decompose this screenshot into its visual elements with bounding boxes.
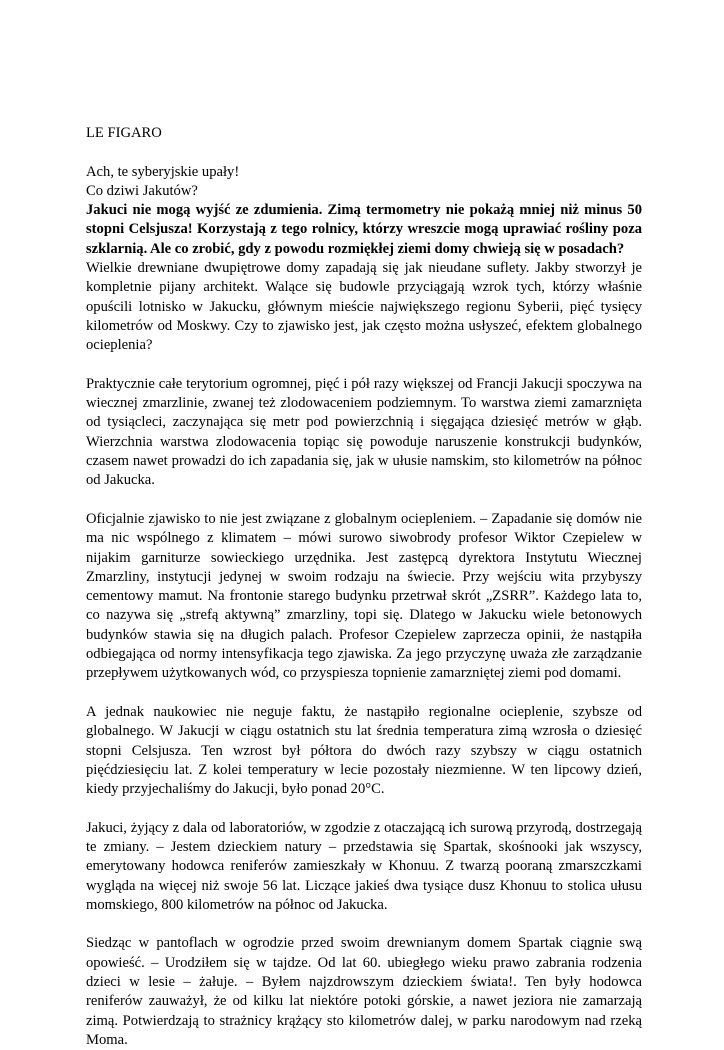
spacer (86, 915, 642, 934)
spacer (86, 799, 642, 818)
article-lead: Jakuci nie mogą wyjść ze zdumienia. Zimą termometry nie pokażą mniej niż minus 50 stopni Celsjusza! Korzystają z tego rolnicy, którzy wreszcie mogą uprawiać rośliny poza szklarnią. Ale co zrobić, gdy z powodu rozmiękłej ziemi domy chwieją się w posadach? (86, 202, 642, 257)
article-subtitle: Co dziwi Jakutów? (86, 182, 198, 199)
article-paragraph: Praktycznie całe terytorium ogromnej, pięć i pół razy większej od Francji Jakucji spoczywa na wiecznej zmarzlinie, zwanej też zlodowaceniem podziemnym. To warstwa ziemi zamarznięta od tysiącleci, zaczynająca się metr pod powierzchnią i sięgająca dziesięć metrów w głąb. Wierzchnia warstwa zlodowacenia topiąc się powoduje naruszenie konstrukcji budynków, czasem nawet prowadzi do ich zapadania się, jak w ułusie namskim, sto kilometrów na północ od Jakucka. (86, 375, 642, 489)
article-paragraph: Siedząc w pantoflach w ogrodzie przed swoim drewnianym domem Spartak ciągnie swą opowieść. – Urodziłem się w tajdze. Od lat 60. ubiegłego wieku prawo zabrania rodzenia dzieci w lesie – żałuje. – Byłem najzdrowszym dzieckiem świata!. Ten były hodowca reniferów zauważył, że od kilku lat niektóre potoki górskie, a nawet jeziora nie zamarzają zimą. Potwierdzają to strażnicy krążący sto kilometrów dalej, w parku narodowym nad rzeką Moma. (86, 935, 642, 1048)
article-paragraph: Wielkie drewniane dwupiętrowe domy zapadają się jak nieudane suflety. Jakby stworzył je kompletnie pijany architekt. Walące się budowle przyciągają wzrok tych, którzy właśnie opuścili lotnisko w Jakucku, głównym mieście największego regionu Syberii, pięć tysięcy kilometrów od Moskwy. Czy to zjawisko jest, jak często można usłyszeć, efektem globalnego ocieplenia? (86, 260, 642, 354)
spacer (86, 684, 642, 703)
spacer (86, 491, 642, 510)
source-name: LE FIGARO (86, 125, 162, 141)
spacer (86, 143, 642, 162)
article (86, 124, 642, 1050)
spacer (86, 356, 642, 375)
article-paragraph: Oficjalnie zjawisko to nie jest związane z globalnym ociepleniem. – Zapadanie się domów nie ma nic wspólnego z klimatem – mówi surowo siwobrody profesor Wiktor Czepielew w nijakim garniturze sowieckiego urzędnika. Jest zastępcą dyrektora Instytutu Wiecznej Zmarzliny, instytucji jedynej w swoim rodzaju na świecie. Przy wejściu wita przybyszy cementowy mamut. Na frontonie starego budynku przetrwał skrót „ZSRR”. Każdego lata to, co nazywa się „strefą aktywną” zmarzliny, topi się. Dlatego w Jakucku wiele betonowych budynków stawia się na długich palach. Profesor Czepielew zaprzecza opinii, że nastąpiła odbiegająca od normy intensyfikacja tego zjawiska. Za jego przyczynę uważa złe zarządzanie przepływem użytkowanych wód, co przyspiesza topnienie zamarzniętej ziemi pod domami. (86, 510, 642, 682)
article-paragraph: A jednak naukowiec nie neguje faktu, że nastąpiło regionalne ocieplenie, szybsze od globalnego. W Jakucji w ciągu ostatnich stu lat średnia temperatura zimą wzrosła o dziesięć stopni Celsjusza. Ten wzrost był półtora do dwóch razy szybszy w ciągu ostatnich pięćdziesięciu lat. Z kolei temperatury w lecie pozostały niezmienne. W ten lipcowy dzień, kiedy przyjechaliśmy do Jakucji, było ponad 20°C. (86, 703, 642, 798)
article-paragraph: Jakuci, żyjący z dala od laboratoriów, w zgodzie z otaczającą ich surową przyrodą, dostrzegają te zmiany. – Jestem dzieckiem natury – przedstawia się Spartak, skośnooki jak wszyscy, emerytowany hodowca reniferów zamieszkały w Khonuu. Z twarzą pooraną zmarszczkami wygląda na więcej niż swoje 56 lat. Liczące jakieś dwa tysiące dusz Khonuu to stolica ułusu momskiego, 800 kilometrów na północ od Jakucka. (86, 819, 642, 913)
article-title: Ach, te syberyjskie upały! (86, 163, 240, 180)
